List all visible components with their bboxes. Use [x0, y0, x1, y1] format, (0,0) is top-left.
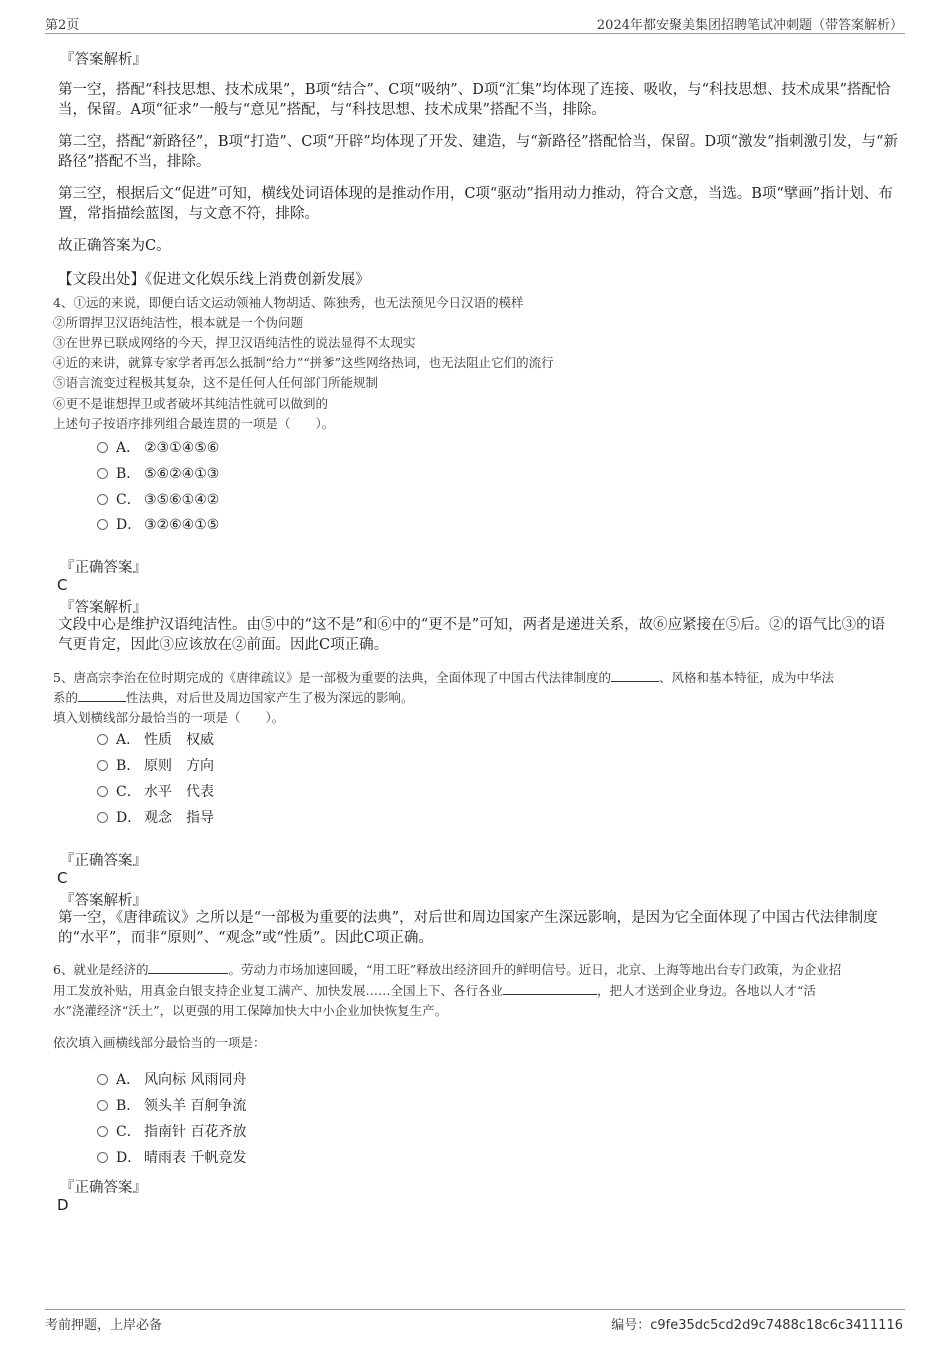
q4-line-2: ②所谓捍卫汉语纯洁性，根本就是一个伪问题 — [53, 315, 304, 330]
header-rule — [45, 33, 905, 34]
q6-prompt: 依次填入画横线部分最恰当的一项是： — [53, 1035, 266, 1050]
radio-icon[interactable] — [97, 494, 108, 505]
page-number: 第2页 — [45, 18, 80, 33]
footer-slogan: 考前押题，上岸必备 — [45, 1318, 163, 1333]
q4-analysis: 文段中心是维护汉语纯洁性。由⑤中的“这不是”和⑥中的“更不是”可知，两者是递进关系，故⑥应紧接在⑤后。②的语气比③的语气更肯定，因此③应该放在②前面。因此C项正确。 — [58, 617, 886, 653]
document-title: 2024年都安聚美集团招聘笔试冲刺题（带答案解析） — [596, 18, 903, 33]
q3-analysis-p3: 第三空，根据后文“促进”可知，横线处词语体现的是推动作用，C项“驱动”指用动力推动，符合文意，当选。B项“擘画”指计划、布置，常指描绘蓝图，与文意不符，排除。 — [58, 186, 893, 222]
q6-option-d[interactable]: D． 晴雨表 千帆竞发 — [97, 1148, 246, 1168]
q5-line-2: 系的 性法典，对后世及周边国家产生了极为深远的影响。 — [53, 690, 414, 705]
q6-line-3: 水”浇灌经济“沃土”，以更强的用工保障加快大中小企业加快恢复生产。 — [53, 1003, 448, 1018]
q5-option-a[interactable]: A． 性质 权威 — [97, 730, 214, 750]
q6-option-c[interactable]: C． 指南针 百花齐放 — [97, 1122, 246, 1142]
radio-icon[interactable] — [97, 760, 108, 771]
q6-option-a[interactable]: A． 风向标 风雨同舟 — [97, 1070, 246, 1090]
radio-icon[interactable] — [97, 442, 108, 453]
q4-prompt: 上述句子按语序排列组合最连贯的一项是（ ）。 — [53, 416, 335, 431]
q6-answer: D — [57, 1196, 69, 1214]
q4-option-b[interactable]: B． ⑤⑥②④①③ — [97, 464, 219, 484]
q6-option-b[interactable]: B． 领头羊 百舸争流 — [97, 1096, 246, 1116]
radio-icon[interactable] — [97, 1074, 108, 1085]
q5-option-b[interactable]: B． 原则 方向 — [97, 756, 214, 776]
q4-answer: C — [57, 576, 68, 594]
radio-icon[interactable] — [97, 519, 108, 530]
radio-icon[interactable] — [97, 1100, 108, 1111]
q5-analysis-label: 『答案解析』 — [60, 893, 147, 909]
q4-answer-label: 『正确答案』 — [60, 560, 147, 576]
q5-prompt: 填入划横线部分最恰当的一项是（ ）。 — [53, 710, 285, 725]
radio-icon[interactable] — [97, 1152, 108, 1163]
q6-line-1: 6、就业是经济的 。劳动力市场加速回暖，“用工旺”释放出经济回升的鲜明信号。近日，北京、上海等地出台专门政策，为企业招 — [53, 962, 842, 977]
q5-answer-label: 『正确答案』 — [60, 853, 147, 869]
q3-analysis-conclusion: 故正确答案为C。 — [58, 238, 171, 254]
q5-analysis: 第一空，《唐律疏议》之所以是“一部极为重要的法典”，对后世和周边国家产生深远影响，是因为它全面体现了中国古代法律制度的“水平”，而非“原则”、“观念”或“性质”。因此C项正确。 — [58, 910, 878, 946]
q5-line-1: 5、唐高宗李治在位时期完成的《唐律疏议》是一部极为重要的法典，全面体现了中国古代法律制度的 、风格和基本特征，成为中华法 — [53, 670, 834, 685]
q4-line-4: ④近的来讲，就算专家学者再怎么抵制“给力”“拼爹”这些网络热词，也无法阻止它们的流行 — [53, 355, 554, 370]
q6-answer-label: 『正确答案』 — [60, 1180, 147, 1196]
q5-answer: C — [57, 869, 68, 887]
q6-line-2: 用工发放补贴，用真金白银支持企业复工满产、加快发展……全国上下、各行各业 ，把人才送到企业身边。各地以人才“活 — [53, 983, 816, 998]
q5-option-d[interactable]: D． 观念 指导 — [97, 808, 214, 828]
q3-analysis-label: 『答案解析』 — [60, 52, 147, 68]
q4-line-1: 4、①远的来说，即便白话文运动领袖人物胡适、陈独秀，也无法预见今日汉语的模样 — [53, 295, 524, 310]
q3-analysis-p1: 第一空，搭配“科技思想、技术成果”，B项“结合”、C项“吸纳”、D项“汇集”均体现了连接、吸收，与“科技思想、技术成果”搭配恰当，保留。A项“征求”一般与“意见”搭配，与“科技思想、技术成果”搭配不当，排除。 — [58, 82, 891, 118]
q5-option-c[interactable]: C． 水平 代表 — [97, 782, 214, 802]
radio-icon[interactable] — [97, 1126, 108, 1137]
q4-analysis-label: 『答案解析』 — [60, 600, 147, 616]
radio-icon[interactable] — [97, 468, 108, 479]
radio-icon[interactable] — [97, 734, 108, 745]
q3-source: 【文段出处】《促进文化娱乐线上消费创新发展》 — [58, 272, 370, 288]
q4-option-a[interactable]: A． ②③①④⑤⑥ — [97, 438, 219, 458]
q4-option-c[interactable]: C． ③⑤⑥①④② — [97, 490, 219, 510]
footer-code: 编号：c9fe35dc5cd2d9c7488c18c6c3411116 — [611, 1318, 903, 1333]
q4-line-5: ⑤语言流变过程极其复杂，这不是任何人任何部门所能规制 — [53, 375, 379, 390]
q4-line-6: ⑥更不是谁想捍卫或者破坏其纯洁性就可以做到的 — [53, 396, 329, 411]
q3-analysis-p2: 第二空，搭配“新路径”，B项“打造”、C项“开辟”均体现了开发、建造，与“新路径”搭配恰当，保留。D项“激发”指刺激引发，与“新路径”搭配不当，排除。 — [58, 134, 898, 170]
footer-rule — [45, 1309, 905, 1310]
q4-option-d[interactable]: D． ③②⑥④①⑤ — [97, 515, 219, 535]
q4-line-3: ③在世界已联成网络的今天，捍卫汉语纯洁性的说法显得不太现实 — [53, 335, 416, 350]
radio-icon[interactable] — [97, 812, 108, 823]
radio-icon[interactable] — [97, 786, 108, 797]
